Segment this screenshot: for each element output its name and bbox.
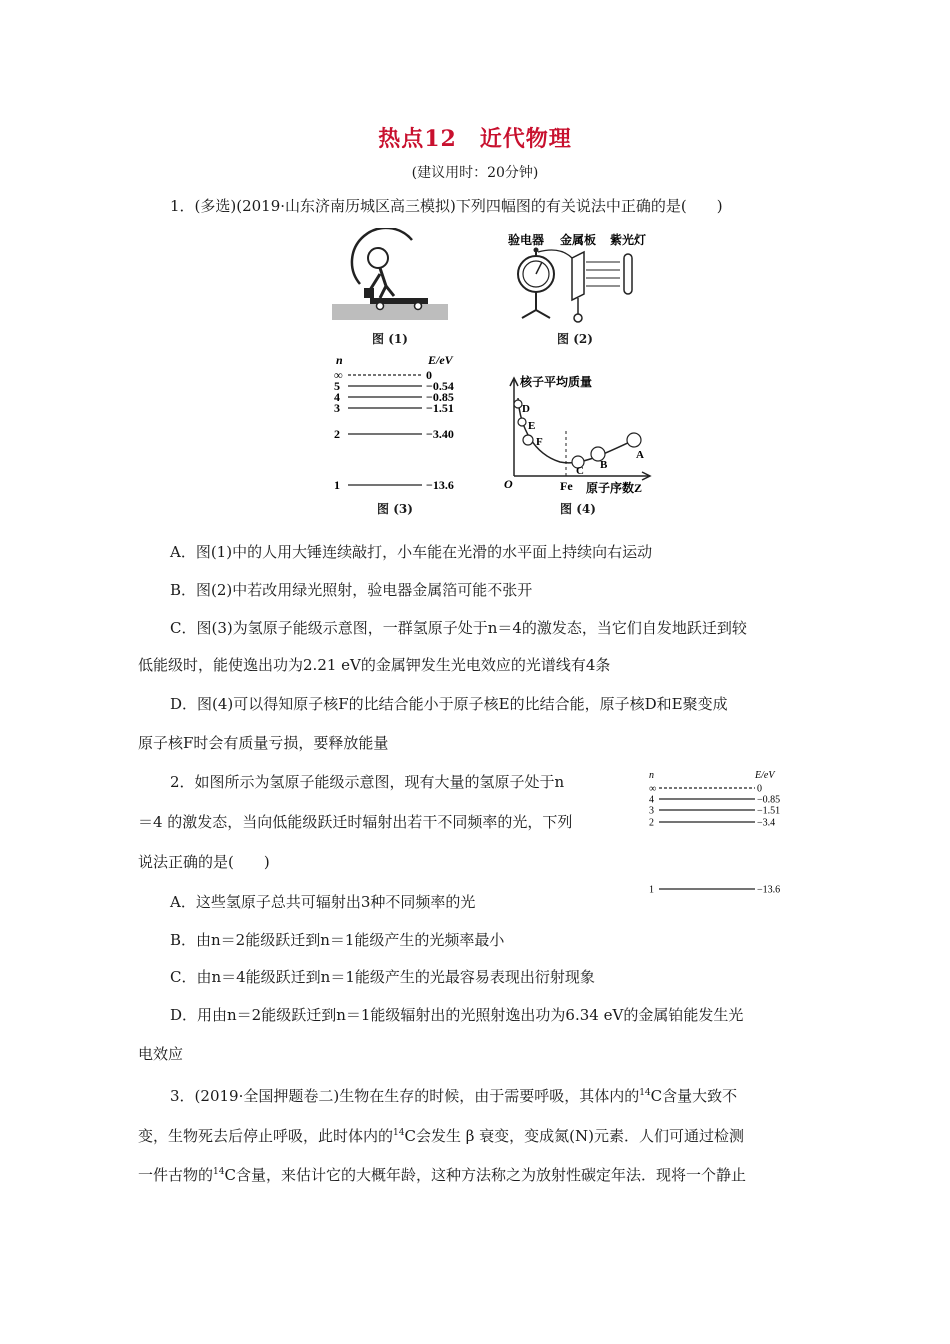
fig4-ylabel: 核子平均质量	[520, 375, 593, 389]
fig1-hammer	[364, 288, 374, 298]
q1-option-c-line2: 低能级时，能使逸出功为2.21 eV的金属钾发生光电效应的光谱线有4条	[138, 656, 611, 674]
fig4-origin: O	[504, 477, 513, 491]
q2-option-d-line2: 电效应	[138, 1045, 184, 1063]
q3-line2	[138, 1123, 744, 1146]
fig2-violet-lamp	[624, 254, 632, 294]
fig3-level-n: ∞	[334, 368, 343, 383]
q1-option-c-line1: C．图(3)为氢原子能级示意图，一群氢原子处于n＝4的激发态，当它们自发地跃迁到较	[170, 619, 747, 637]
fig4-xlabel: 原子序数Z	[586, 481, 643, 495]
q2-stem-line1: 2．如图所示为氢原子能级示意图，现有大量的氢原子处于n	[170, 773, 565, 791]
q2-levels	[649, 784, 780, 896]
q2-axis-n: n	[649, 770, 654, 781]
fig3-level-n: 1	[334, 478, 340, 493]
q2-level-n: 3	[649, 805, 654, 817]
fig3-level-n: 4	[334, 390, 340, 405]
q2-level-energy: 0	[757, 783, 762, 795]
q1-option-d-line2: 原子核F时会有质量亏损，要释放能量	[138, 734, 389, 752]
q2-level-n: ∞	[649, 783, 657, 795]
fig4-label-e: E	[528, 420, 536, 432]
fig2-plate-base	[574, 314, 582, 322]
q3-isotope-mass: 14	[393, 1128, 405, 1138]
fig3-axis-n: n	[336, 353, 343, 367]
q1-stem: 1．(多选)(2019·山东济南历城区高三模拟)下列四幅图的有关说法中正确的是( )	[170, 197, 723, 215]
fig2-label-plate: 金属板	[560, 233, 597, 247]
fig1-head	[368, 248, 388, 268]
q3-line2-pre: 变，生物死去后停止呼吸，此时体内的	[138, 1127, 394, 1145]
fig2-illustration	[500, 228, 650, 328]
fig4-nucleon-mass-graph	[500, 372, 660, 498]
fig4-caption: 图 (4)	[560, 502, 596, 516]
fig1-arm	[370, 274, 380, 290]
q3-line1	[170, 1083, 737, 1106]
fig4-label-d: D	[522, 403, 530, 415]
q2-option-b: B．由n＝2能级跃迁到n＝1能级产生的光频率最小	[170, 931, 505, 949]
fig3-level-energy: −13.6	[426, 478, 454, 493]
page-title: 热点12 近代物理	[378, 126, 572, 152]
fig1-svg	[330, 228, 450, 328]
fig1-wheel	[415, 303, 422, 310]
fig3-level-n: 5	[334, 379, 340, 394]
q2-stem-line2: ＝4 的激发态，当向低能级跃迁时辐射出若干不同频率的光，下列	[138, 813, 573, 831]
fig3-level-n: 2	[334, 427, 340, 442]
fig4-svg	[500, 372, 660, 498]
fig4-label-f: F	[536, 436, 543, 448]
q3-isotope-symbol: C	[224, 1166, 236, 1184]
fig1-illustration	[330, 228, 450, 328]
q2-level-n: 2	[649, 817, 654, 829]
fig2-label-electroscope: 验电器	[508, 233, 545, 247]
q1-option-a: A．图(1)中的人用大锤连续敲打，小车能在光滑的水平面上持续向右运动	[170, 543, 653, 561]
q3-isotope-mass: 14	[213, 1167, 225, 1177]
q3-line3-post: 含量，来估计它的大概年龄，这种方法称之为放射性碳定年法．现将一个静止	[235, 1166, 746, 1184]
q3-isotope-symbol: C	[404, 1127, 416, 1145]
fig1-leg	[386, 286, 394, 296]
q2-level-n: 1	[649, 884, 654, 896]
fig3-level-energy: 0	[426, 368, 432, 383]
q3-line3-pre: 一件古物的	[138, 1166, 214, 1184]
q2-axis-e: E/eV	[755, 770, 775, 781]
fig1-ground	[332, 304, 448, 320]
fig3-level-energy: −3.40	[426, 427, 454, 442]
fig1-wheel	[377, 303, 384, 310]
fig2-light-rays	[586, 262, 620, 286]
fig2-svg	[500, 228, 650, 328]
fig3-energy-level-diagram	[330, 352, 470, 500]
q2-level-energy: −3.4	[757, 817, 776, 829]
q2-option-d-line1: D．用由n＝2能级跃迁到n＝1能级辐射出的光照射逸出功为6.34 eV的金属铂能发生光	[170, 1006, 744, 1024]
q2-option-a: A．这些氢原子总共可辐射出3种不同频率的光	[170, 893, 476, 911]
fig3-level-energy: −0.54	[426, 379, 454, 394]
fig4-label-c: C	[576, 465, 584, 477]
fig4-point-a	[627, 433, 641, 447]
q1-option-d-line1: D．图(4)可以得知原子核F的比结合能小于原子核E的比结合能，原子核D和E聚变成	[170, 695, 728, 713]
fig3-level-n: 3	[334, 401, 340, 416]
q3-line1-post: 含量大致不	[662, 1087, 738, 1105]
page-subtitle: (建议用时：20分钟)	[411, 165, 539, 181]
q2-level-energy: −0.85	[757, 794, 781, 806]
fig3-level-energy: −1.51	[426, 401, 454, 416]
q3-line1-pre: 3．(2019·全国押题卷二)生物在生存的时候，由于需要呼吸，其体内的	[170, 1087, 640, 1105]
q3-isotope-mass: 14	[639, 1088, 651, 1098]
q3-isotope-symbol: C	[650, 1087, 663, 1105]
fig4-label-b: B	[600, 459, 608, 471]
fig3-axis-e: E/eV	[428, 353, 453, 367]
fig3-caption: 图 (3)	[377, 502, 413, 516]
fig1-body	[380, 268, 386, 298]
fig4-point-e	[518, 418, 526, 426]
fig2-base	[522, 310, 550, 318]
q2-level-n: 4	[649, 794, 654, 806]
q1-option-b: B．图(2)中若改用绿光照射，验电器金属箔可能不张开	[170, 581, 533, 599]
fig4-label-a: A	[636, 449, 644, 461]
q2-option-c: C．由n＝4能级跃迁到n＝1能级产生的光最容易表现出衍射现象	[170, 968, 595, 986]
fig3-level-energy: −0.85	[426, 390, 454, 405]
fig4-fe-label: Fe	[560, 479, 573, 493]
fig4-point-f	[523, 435, 533, 445]
q3-line3	[138, 1162, 746, 1185]
q2-stem-line3: 说法正确的是( )	[138, 853, 270, 871]
fig2-caption: 图 (2)	[557, 332, 593, 346]
fig4-curve	[518, 398, 634, 463]
q2-level-energy: −1.51	[757, 805, 781, 817]
fig2-label-lamp: 紫光灯	[610, 233, 647, 247]
q2-level-energy: −13.6	[757, 884, 781, 896]
fig1-caption: 图 (1)	[372, 332, 408, 346]
q3-line2-post: 会发生 β 衰变，变成氮(N)元素．人们可通过检测	[415, 1127, 744, 1145]
q2-energy-level-diagram	[645, 766, 795, 896]
q2-diagram-svg	[645, 766, 795, 896]
fig2-metal-plate	[572, 252, 584, 300]
fig2-electroscope-knob	[534, 248, 539, 253]
fig3-levels	[334, 368, 454, 492]
fig4-point-d	[514, 400, 522, 408]
fig3-svg	[330, 352, 470, 500]
